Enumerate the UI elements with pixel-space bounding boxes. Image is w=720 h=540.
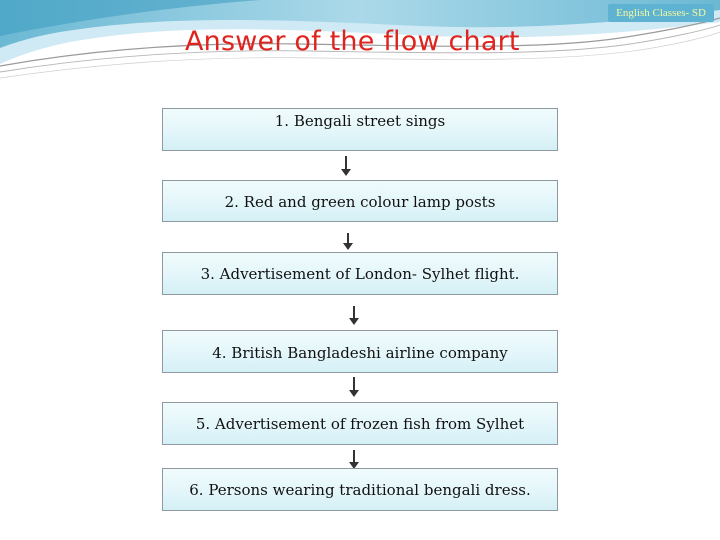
flow-step-1 — [162, 108, 558, 151]
flow-step-3 — [162, 252, 558, 295]
flow-arrow-3-4 — [353, 306, 355, 323]
flow-step-label: 2. Red and green colour lamp posts — [224, 193, 496, 211]
flow-step-label: 1. Bengali street sings — [274, 112, 446, 130]
flow-arrow-5-6 — [353, 450, 355, 467]
page-title: Answer of the flow chart — [185, 26, 520, 57]
flow-step-5 — [162, 402, 558, 445]
flow-step-6 — [162, 468, 558, 511]
flow-step-2 — [162, 180, 558, 222]
watermark-badge: English Classes- SD — [608, 4, 714, 22]
flow-step-4 — [162, 330, 558, 373]
flow-arrow-1-2 — [345, 156, 347, 174]
flow-step-label: 5. Advertisement of frozen fish from Sylhet — [195, 415, 525, 433]
flow-step-label: 4. British Bangladeshi airline company — [212, 344, 508, 362]
flow-step-label: 6. Persons wearing traditional bengali dress. — [189, 481, 531, 499]
flow-arrow-4-5 — [353, 377, 355, 395]
flow-step-label: 3. Advertisement of London- Sylhet flight. — [200, 265, 520, 283]
flow-arrow-2-3 — [347, 233, 349, 248]
